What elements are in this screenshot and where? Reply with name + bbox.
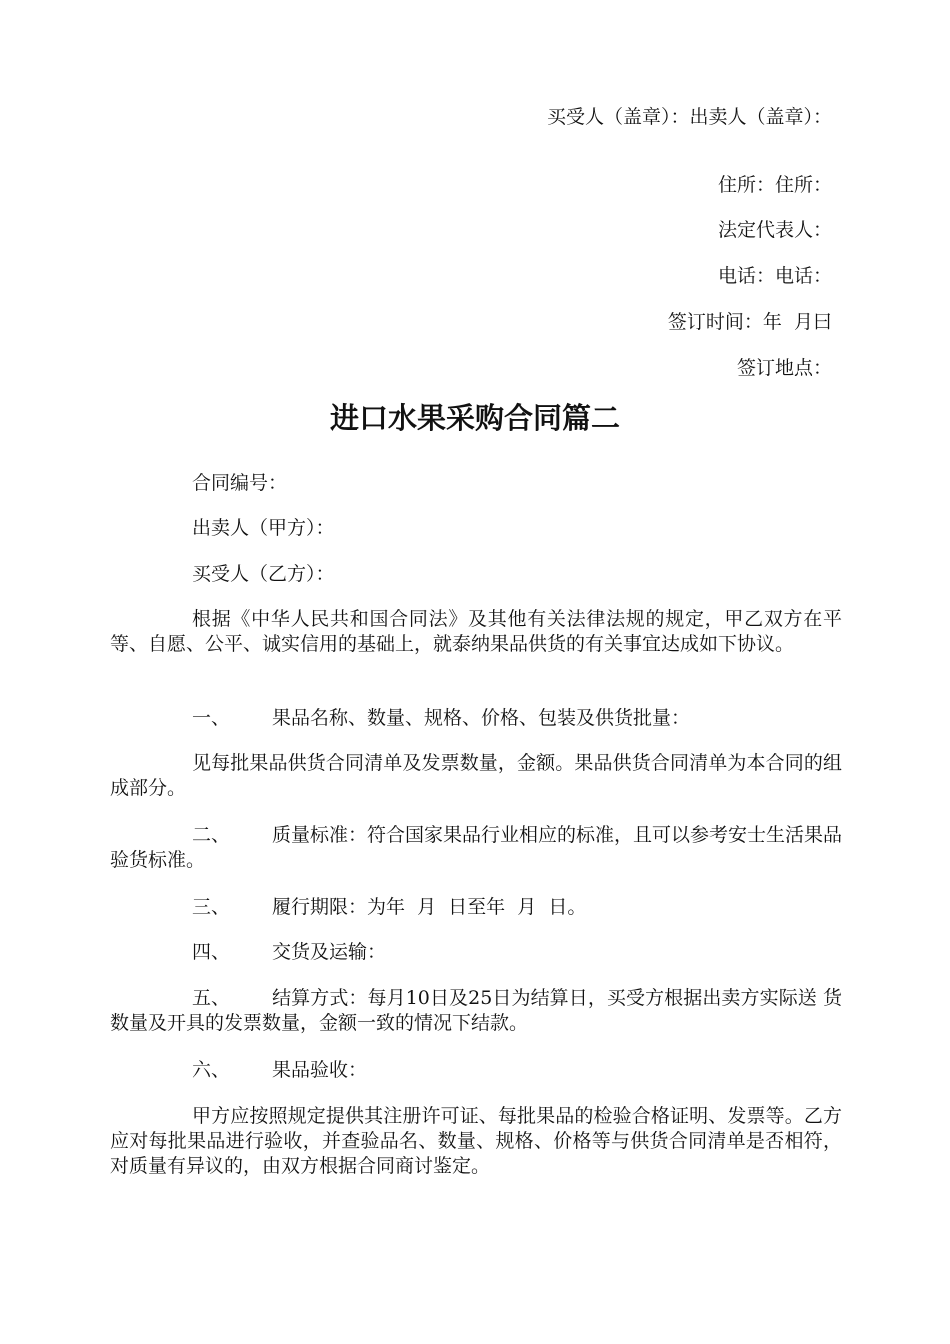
sign-time-line: 签订时间：年 月曰 bbox=[667, 311, 832, 333]
phone-line: 电话：电话： bbox=[717, 265, 832, 287]
section-1-detail: 见每批果品供货合同清单及发票数量，金额。果品供货合同清单为本合同的组成部分。 bbox=[110, 752, 842, 799]
section-1 bbox=[110, 706, 842, 731]
section-5 bbox=[110, 986, 842, 1036]
section-text: 质量标准：符合国家果品行业相应的标准，且可以参考安士生活果品 验货标准。 bbox=[110, 824, 843, 871]
document-title: 进口水果采购合同篇二 bbox=[329, 401, 620, 435]
buyer-field: 买受人（乙方）： bbox=[192, 563, 335, 585]
section-text: 果品名称、数量、规格、价格、包装及供货批量： bbox=[272, 707, 691, 729]
section-number: 二、 bbox=[192, 824, 231, 846]
section-number: 六、 bbox=[192, 1059, 231, 1081]
legal-rep-line: 法定代表人： bbox=[717, 219, 832, 241]
section-6-detail: 甲方应按照规定提供其注册许可证、每批果品的检验合格证明、发票等。乙方应对每批果品进行验收，并查验品名、数量、规格、价格等与供货合同清单是否相符，对质量有异议的，由双方根据合同商讨鉴定。 bbox=[110, 1105, 842, 1177]
address-line: 住所：住所： bbox=[717, 174, 832, 196]
contract-number-field: 合同编号： bbox=[192, 472, 288, 494]
section-3 bbox=[110, 895, 842, 920]
section-4 bbox=[110, 940, 842, 965]
buyer-seller-seal-line: 买受人（盖章）：出卖人（盖章）： bbox=[547, 106, 833, 128]
section-number: 五、 bbox=[192, 987, 231, 1009]
seller-field: 出卖人（甲方）： bbox=[192, 517, 335, 539]
section-text: 结算方式：每月10日及25日为结算日，买受方根据出卖方实际送 货数量及开具的发票数量，金额一致的情况下结款。 bbox=[110, 987, 842, 1034]
section-text: 履行期限：为年 月 日至年 月 日。 bbox=[272, 896, 587, 918]
section-6 bbox=[110, 1058, 842, 1083]
section-number: 三、 bbox=[192, 896, 231, 918]
section-text: 果品验收： bbox=[272, 1059, 368, 1081]
section-text: 交货及运输： bbox=[272, 941, 387, 963]
intro-paragraph: 根据《中华人民共和国合同法》及其他有关法律法规的规定，甲乙双方在平等、自愿、公平、诚实信用的基础上，就泰纳果品供货的有关事宜达成如下协议。 bbox=[110, 608, 842, 655]
section-number: 四、 bbox=[192, 941, 231, 963]
section-number: 一、 bbox=[192, 707, 231, 729]
sign-place-line: 签订地点： bbox=[736, 357, 832, 379]
section-2 bbox=[110, 823, 842, 873]
